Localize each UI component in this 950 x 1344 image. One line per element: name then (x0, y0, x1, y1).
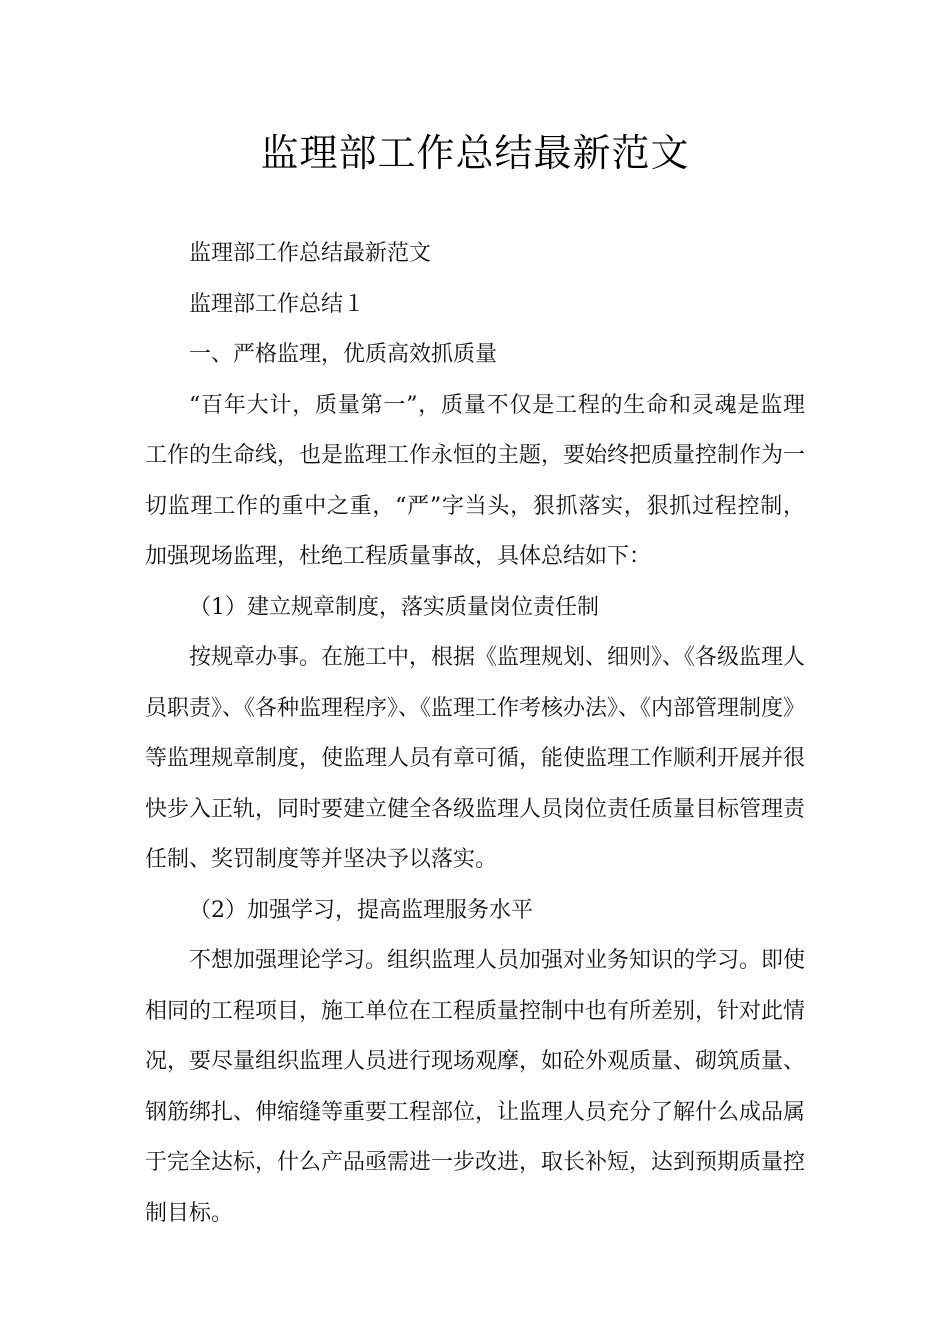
paragraph-subtitle: 监理部工作总结最新范文 (189, 241, 432, 266)
paragraph-section-title: 监理部工作总结１ (189, 291, 366, 317)
paragraph-subheading-1: （1）建立规章制度，落实质量岗位责任制 (189, 594, 599, 620)
paragraph-body-1: “百年大计，质量第一”，质量不仅是工程的生命和灵魂是监理工作的生命线，也是监理工作永恒的主题，要始终把质量控制作为一切监理工作的重中之重，“严”字当头，狠抓落实，狠抓过程控制，加强现场监理，杜绝工程质量事故，具体总结如下： (145, 392, 806, 569)
paragraph-heading-1: 一、严格监理，优质高效抓质量 (189, 342, 498, 367)
document-body (145, 229, 805, 1239)
paragraph-body-3: 不想加强理论学习。组织监理人员加强对业务知识的学习。即使相同的工程项目，施工单位在工程质量控制中也有所差别，针对此情况，要尽量组织监理人员进行现场观摩，如砼外观质量、砌筑质量、钢筋绑扎、伸缩缝等重要工程部位，让监理人员充分了解什么成品属于完全达标，什么产品亟需进一步改进，取长补短，达到预期质量控制目标。 (145, 948, 806, 1226)
paragraph-subheading-2: （2）加强学习，提高监理服务水平 (189, 897, 533, 923)
document-title: 监理部工作总结最新范文 (260, 131, 690, 175)
paragraph-body-2: 按规章办事。在施工中，根据《监理规划、细则》、《各级监理人员职责》、《各种监理程序》、《监理工作考核办法》、《内部管理制度》等监理规章制度，使监理人员有章可循，能使监理工作顺利开展并很快步入正轨，同时要建立健全各级监理人员岗位责任质量目标管理责任制、奖罚制度等并坚决予以落实。 (145, 645, 806, 872)
